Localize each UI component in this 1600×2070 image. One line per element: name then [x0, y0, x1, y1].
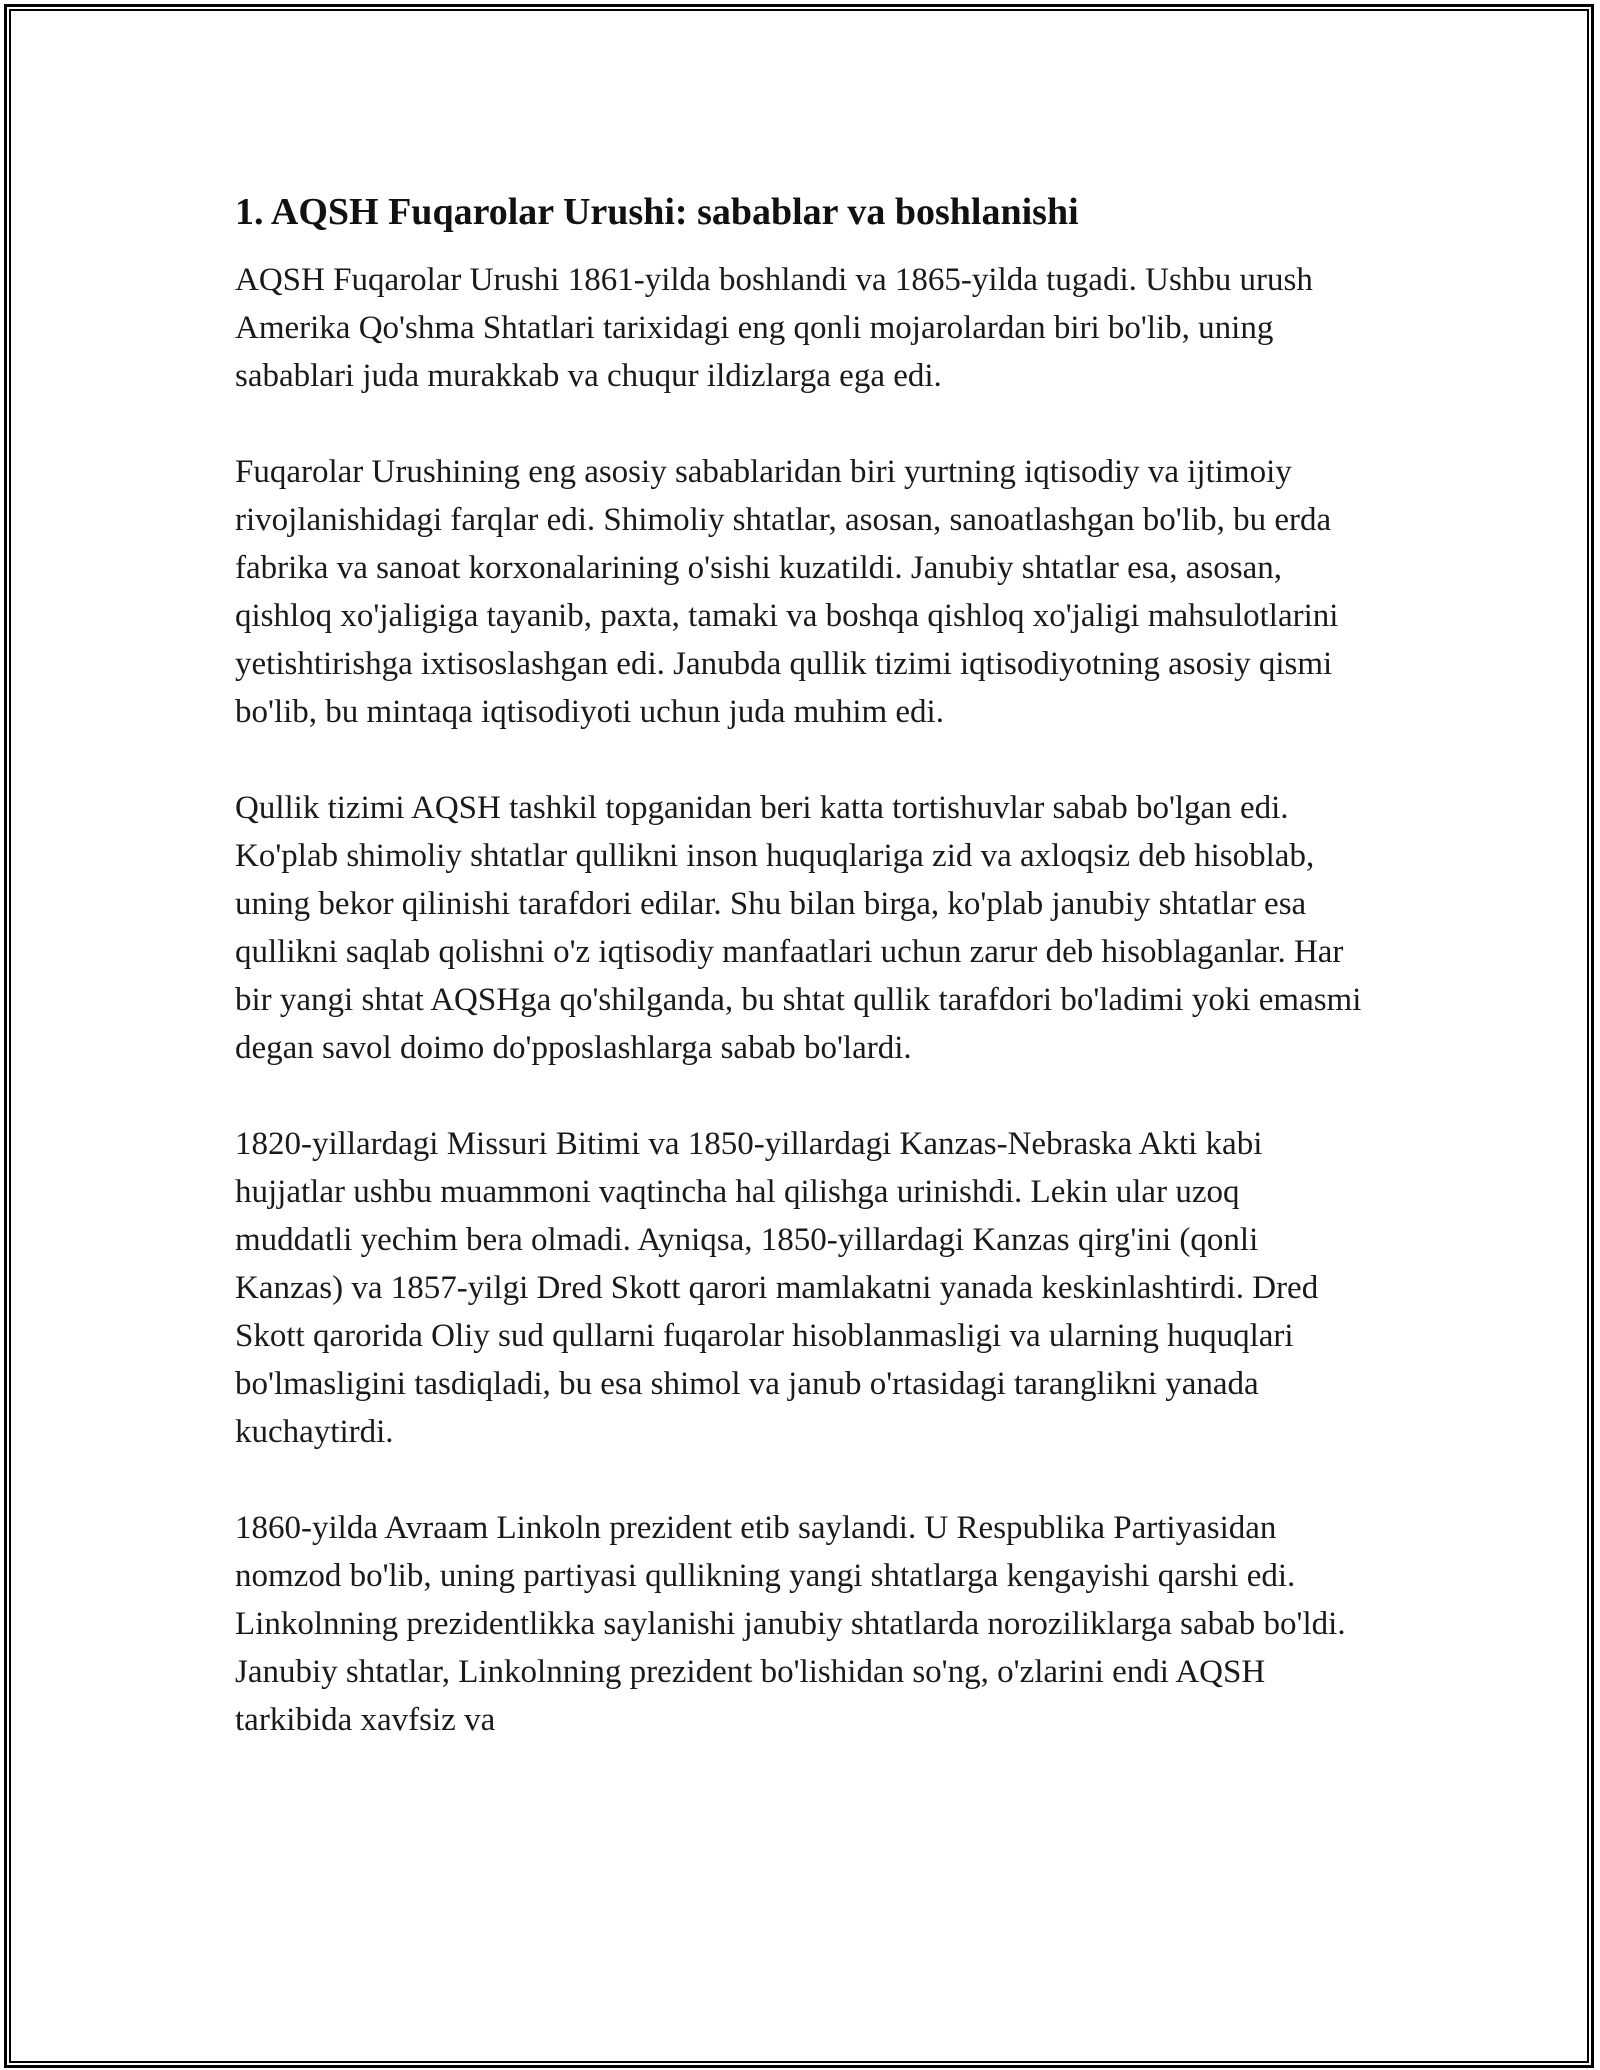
- section-title: 1. AQSH Fuqarolar Urushi: sabablar va boshlanishi: [235, 191, 1079, 233]
- document-page: [235, 188, 1365, 1792]
- paragraph-lincoln-election: 1860-yilda Avraam Linkoln prezident etib saylandi. U Respublika Partiyasidan nomzod bo'lib, uning partiyasi qullikning yangi shtatlarga kengayishi qarshi edi. Linkolnning prezidentlikka saylanishi janubiy shtatlarda noroziliklarga sabab bo'ldi. Janubiy shtatlar, Linkolnning prezident bo'lishidan so'ng, o'zlarini endi AQSH tarkibida xavfsiz va: [235, 1510, 1346, 1738]
- paragraph-economic-causes: Fuqarolar Urushining eng asosiy sabablaridan biri yurtning iqtisodiy va ijtimoiy rivojlanishidagi farqlar edi. Shimoliy shtatlar, asosan, sanoatlashgan bo'lib, bu erda fabrika va sanoat korxonalarining o'sishi kuzatildi. Janubiy shtatlar esa, asosan, qishloq xo'jaligiga tayanib, paxta, tamaki va boshqa qishloq xo'jaligi mahsulotlarini yetishtirishga ixtisoslashgan edi. Janubda qullik tizimi iqtisodiyotning asosiy qismi bo'lib, bu mintaqa iqtisodiyoti uchun juda muhim edi.: [235, 454, 1339, 730]
- paragraph-compromises: 1820-yillardagi Missuri Bitimi va 1850-yillardagi Kanzas-Nebraska Akti kabi hujjatlar ushbu muammoni vaqtincha hal qilishga urinishdi. Lekin ular uzoq muddatli yechim bera olmadi. Ayniqsa, 1850-yillardagi Kanzas qirg'ini (qonli Kanzas) va 1857-yilgi Dred Skott qarori mamlakatni yanada keskinlashtirdi. Dred Skott qarorida Oliy sud qullarni fuqarolar hisoblanmasligi va ularning huquqlari bo'lmasligini tasdiqladi, bu esa shimol va janub o'rtasidagi taranglikni yanada kuchaytirdi.: [235, 1126, 1319, 1450]
- paragraph-slavery-dispute: Qullik tizimi AQSH tashkil topganidan beri katta tortishuvlar sabab bo'lgan edi. Ko'plab shimoliy shtatlar qullikni inson huquqlariga zid va axloqsiz deb hisoblab, uning bekor qilinishi tarafdori edilar. Shu bilan birga, ko'plab janubiy shtatlar esa qullikni saqlab qolishni o'z iqtisodiy manfaatlari uchun zarur deb hisoblaganlar. Har bir yangi shtat AQSHga qo'shilganda, bu shtat qullik tarafdori bo'ladimi yoki emasmi degan savol doimo do'pposlashlarga sabab bo'lardi.: [235, 790, 1362, 1066]
- paragraph-intro: AQSH Fuqarolar Urushi 1861-yilda boshlandi va 1865-yilda tugadi. Ushbu urush Amerika Qo'shma Shtatlari tarixidagi eng qonli mojarolardan biri bo'lib, uning sabablari juda murakkab va chuqur ildizlarga ega edi.: [235, 262, 1313, 394]
